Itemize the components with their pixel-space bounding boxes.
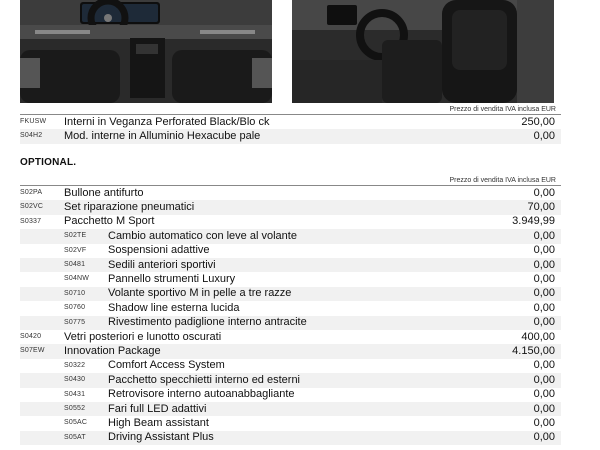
item-description: Volante sportivo M in pelle a tre razze: [108, 287, 292, 300]
item-price: 0,00: [533, 186, 555, 199]
item-description: Fari full LED adattivi: [108, 402, 207, 415]
item-description: Innovation Package: [64, 344, 161, 357]
item-price: 0,00: [533, 287, 555, 300]
item-description: Vetri posteriori e lunotto oscurati: [64, 330, 222, 343]
item-price: 0,00: [533, 272, 555, 285]
item-code: S02VF: [64, 246, 87, 254]
item-price: 4.150,00: [512, 344, 555, 357]
item-code: S0775: [64, 318, 86, 326]
top-item-row: [20, 115, 561, 129]
optional-subitem-row: [20, 258, 561, 272]
item-code: S0431: [64, 390, 86, 398]
item-code: S0710: [64, 289, 86, 297]
item-price: 0,00: [533, 229, 555, 242]
item-description: Comfort Access System: [108, 359, 225, 372]
optional-subitem-row: [20, 416, 561, 430]
item-code: S04NW: [64, 275, 90, 283]
item-description: Rivestimento padiglione interno antracite: [108, 316, 307, 329]
item-code: S07EW: [20, 347, 45, 355]
optional-subitem-row: [20, 431, 561, 445]
item-price: 0,00: [533, 388, 555, 401]
item-code: S0552: [64, 405, 86, 412]
optional-item-row: [20, 215, 561, 229]
optional-item-row: [20, 344, 561, 358]
item-code: S02PA: [20, 189, 43, 196]
item-code: S05AC: [64, 419, 88, 427]
item-price: 0,00: [533, 301, 555, 314]
item-description: Pannello strumenti Luxury: [108, 272, 236, 285]
item-code: S05AT: [64, 433, 86, 441]
item-description: Driving Assistant Plus: [108, 431, 214, 444]
item-description: Retrovisore interno autoanabbagliante: [108, 388, 295, 401]
optional-subitem-row: [20, 244, 561, 258]
item-description: Interni in Veganza Perforated Black/Blo ck: [64, 115, 270, 128]
top-item-row: [20, 129, 561, 143]
optional-subitem-row: [20, 316, 561, 330]
item-description: Mod. interne in Alluminio Hexacube pale: [64, 129, 261, 142]
interior-seats-photo: [292, 0, 554, 103]
item-code: FKUSW: [20, 118, 47, 125]
item-price: 0,00: [533, 431, 555, 444]
item-description: Pacchetto specchietti interno ed esterni: [108, 373, 301, 386]
interior-dashboard-photo: [20, 0, 272, 103]
item-price: 0,00: [533, 129, 555, 142]
item-price: 0,00: [533, 258, 555, 271]
item-price: 70,00: [527, 200, 555, 213]
item-code: S02VC: [20, 203, 44, 211]
item-price: 0,00: [533, 373, 555, 386]
optional-subitem-row: [20, 301, 561, 315]
item-price: 0,00: [533, 244, 555, 257]
item-price: 0,00: [533, 359, 555, 372]
item-price: 0,00: [533, 316, 555, 329]
optional-subitem-row: [20, 287, 561, 301]
item-description: Shadow line esterna lucida: [108, 301, 240, 314]
item-description: Bullone antifurto: [64, 186, 144, 199]
section-title-optional: OPTIONAL.: [20, 157, 77, 168]
item-price: 400,00: [521, 330, 555, 343]
optional-subitem-row: [20, 402, 561, 416]
item-code: S0481: [64, 261, 86, 268]
item-price: 0,00: [533, 416, 555, 429]
item-code: S0337: [20, 217, 42, 225]
optional-subitem-row: [20, 272, 561, 286]
item-description: Sospensioni adattive: [108, 244, 210, 257]
item-code: S0322: [64, 361, 86, 369]
item-code: S0420: [20, 333, 42, 340]
item-description: High Beam assistant: [108, 416, 209, 429]
optional-item-row: [20, 330, 561, 344]
optional-subitem-row: [20, 359, 561, 373]
item-price: 250,00: [521, 115, 555, 128]
optional-subitem-row: [20, 373, 561, 387]
item-description: Cambio automatico con leve al volante: [108, 229, 297, 242]
optional-item-row: [20, 200, 561, 214]
optional-subitem-row: [20, 229, 561, 243]
optional-item-row: [20, 186, 561, 200]
item-code: S0760: [64, 304, 86, 312]
item-price: 3.949,99: [512, 215, 555, 228]
price-column-header: Prezzo di vendita IVA inclusa EUR: [449, 106, 556, 113]
optional-subitem-row: [20, 388, 561, 402]
item-description: Pacchetto M Sport: [64, 215, 155, 228]
item-description: Sedili anteriori sportivi: [108, 258, 216, 271]
item-code: S04H2: [20, 132, 43, 140]
price-column-header: Prezzo di vendita IVA inclusa EUR: [449, 177, 556, 184]
item-code: S0430: [64, 376, 86, 384]
item-code: S02TE: [64, 232, 87, 240]
item-price: 0,00: [533, 402, 555, 415]
item-description: Set riparazione pneumatici: [64, 200, 195, 213]
